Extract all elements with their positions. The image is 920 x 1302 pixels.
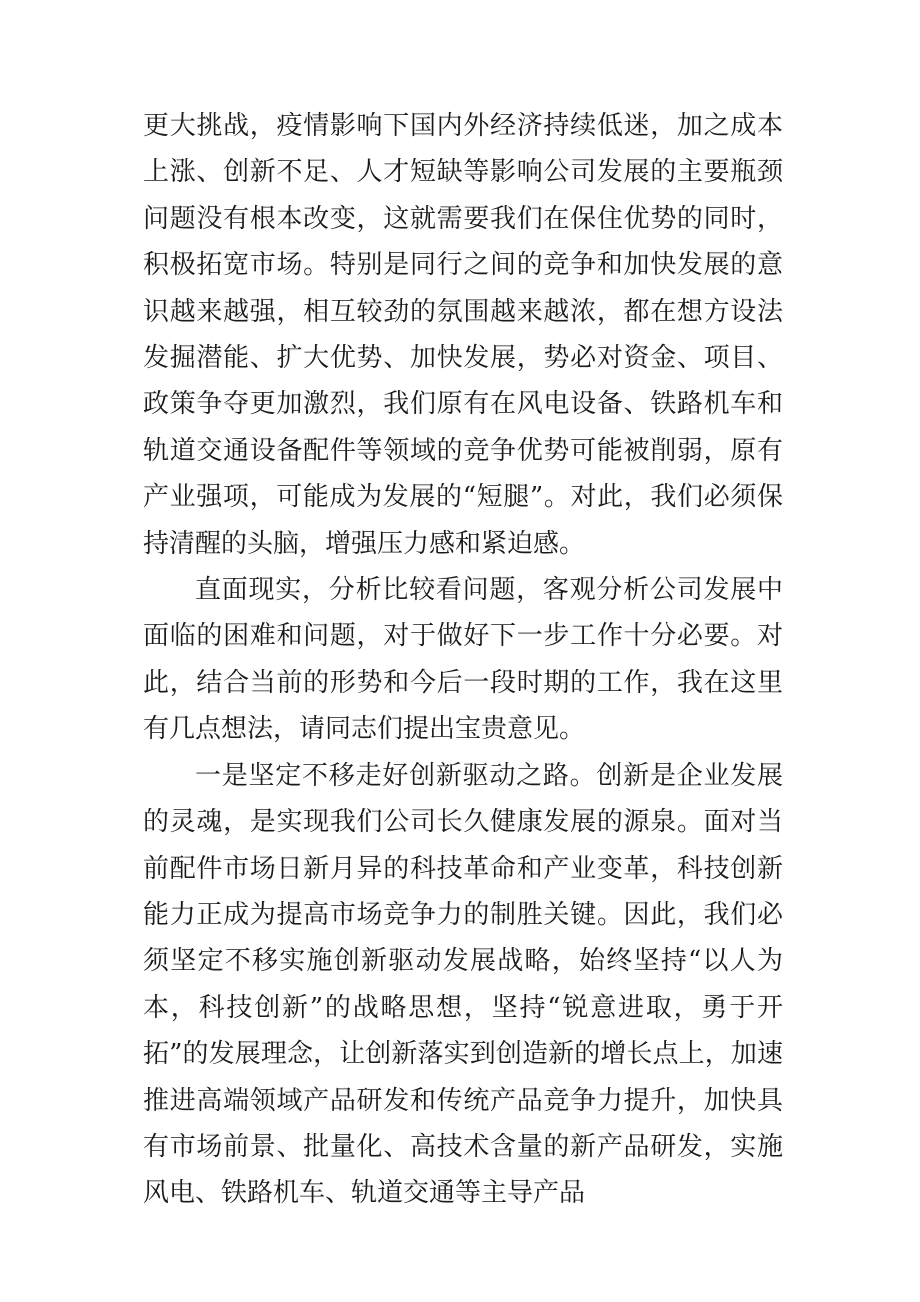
paragraph-2: 直面现实，分析比较看问题，客观分析公司发展中面临的困难和问题，对于做好下一步工作十分必要。对此，结合当前的形势和今后一段时期的工作，我在这里有几点想法，请同志们提出宝贵意见。 (143, 575, 783, 745)
document-body (143, 103, 783, 1217)
paragraph-1: 更大挑战，疫情影响下国内外经济持续低迷，加之成本上涨、创新不足、人才短缺等影响公司发展的主要瓶颈问题没有根本改变，这就需要我们在保住优势的同时，积极拓宽市场。特别是同行之间的竞争和加快发展的意识越来越强，相互较劲的氛围越来越浓，都在想方设法发掘潜能、扩大优势、加快发展，势必对资金、项目、政策争夺更加激烈，我们原有在风电设备、铁路机车和轨道交通设备配件等领域的竞争优势可能被削弱，原有产业强项，可能成为发展的“短腿”。对此，我们必须保持清醒的头脑，增强压力感和紧迫感。 (143, 111, 783, 559)
paragraph-3: 一是坚定不移走好创新驱动之路。创新是企业发展的灵魂，是实现我们公司长久健康发展的源泉。面对当前配件市场日新月异的科技革命和产业变革，科技创新能力正成为提高市场竞争力的制胜关键。因此，我们必须坚定不移实施创新驱动发展战略，始终坚持“以人为本，科技创新”的战略思想，坚持“锐意进取，勇于开拓”的发展理念，让创新落实到创造新的增长点上，加速推进高端领域产品研发和传统产品竞争力提升，加快具有市场前景、批量化、高技术含量的新产品研发，实施风电、铁路机车、轨道交通等主导产品 (143, 760, 783, 1209)
